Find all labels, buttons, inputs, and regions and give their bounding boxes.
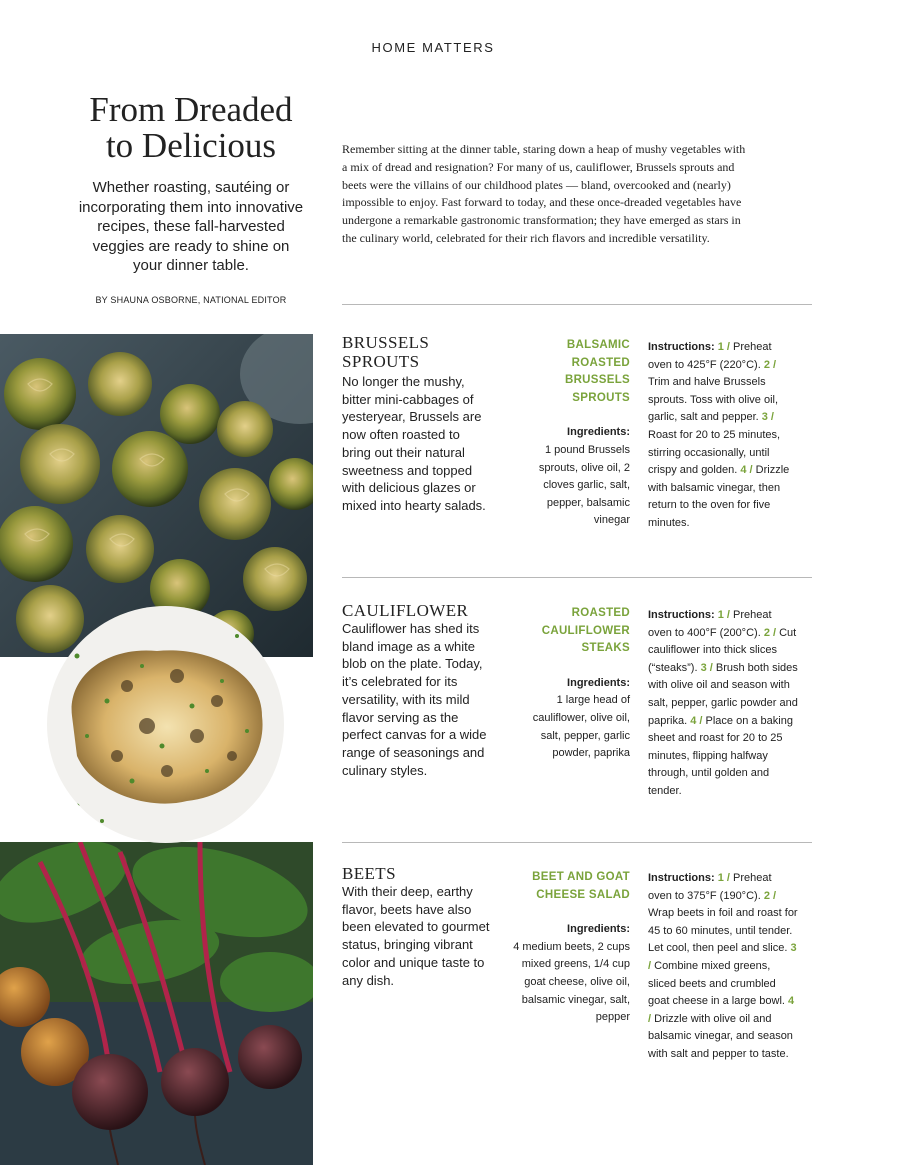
step-number: 2 / — [763, 626, 777, 639]
section-description-beets: With their deep, earthy flavor, beets have also been elevated to gourmet status, bringing vibrant color and unique taste to any dish. — [342, 884, 490, 988]
instructions-label: Instructions: — [648, 341, 715, 353]
instructions-label: Instructions: — [648, 872, 715, 884]
step-number: 4 / — [690, 714, 703, 727]
step-number: 2 / — [763, 889, 777, 902]
step-number: 1 / — [717, 872, 730, 884]
ingredients-list: 1 pound Brussels sprouts, olive oil, 2 cloves garlic, salt, pepper, balsamic vinegar — [538, 443, 630, 527]
article-title-line-1: From Dreaded — [89, 90, 293, 129]
byline: BY SHAUNA OSBORNE, NATIONAL EDITOR — [95, 295, 287, 305]
section-description-brussels-sprouts: No longer the mushy, bitter mini-cabbages of yesteryear, Brussels are now often roasted to bring out their natural sweetness and topped with delicious glazes or mixed into hearty salads. — [342, 374, 486, 513]
step-text: Wrap beets in foil and roast for 45 to 60 minutes, until tender. Let cool, then peel and slice. — [648, 907, 798, 955]
recipe-name: BEET AND GOAT CHEESE SALAD — [532, 871, 630, 901]
beets-photo — [0, 842, 313, 1165]
section-divider — [342, 577, 812, 578]
step-number: 4 / — [740, 464, 753, 477]
section-title-cauliflower: CAULIFLOWER — [342, 601, 469, 620]
ingredients-list: 4 medium beets, 2 cups mixed greens, 1/4 cup goat cheese, olive oil, balsamic vinegar, salt, pepper — [513, 940, 630, 1024]
article-title — [60, 92, 322, 164]
step-text: Drizzle with olive oil and balsamic vinegar, and season with salt and pepper to taste. — [648, 1012, 793, 1060]
instructions-label: Instructions: — [648, 609, 715, 621]
step-number: 3 / — [761, 411, 774, 424]
recipe-beets — [510, 869, 630, 1027]
section-title-brussels-sprouts: BRUSSELS SPROUTS — [342, 333, 430, 371]
step-number: 1 / — [717, 341, 730, 353]
ingredients-label: Ingredients: — [567, 676, 630, 689]
instructions-cauliflower — [648, 607, 798, 801]
section-divider — [342, 842, 812, 843]
step-text: Preheat oven to 375°F (190°C). — [648, 872, 772, 902]
article-intro: Remember sitting at the dinner table, staring down a heap of mushy vegetables with a mix of dread and resignation? For many of us, cauliflower, Brussels sprouts and beets were the villains of our childhood plates — bland, overcooked and (nearly) impossible to enjoy. Fast forward to today, and these once-dreaded vegetables have undergone a remarkable gastronomic transformation; they have emerged as stars in the culinary world, celebrated for their rich flavors and incredible versatility. — [342, 142, 746, 245]
step-text: Roast for 20 to 25 minutes, stirring occasionally, until crispy and golden. — [648, 428, 781, 477]
step-text: Combine mixed greens, sliced beets and crumbled goat cheese in a large bowl. — [648, 959, 785, 1008]
section-title-beets: BEETS — [342, 864, 396, 883]
instructions-brussels-sprouts — [648, 339, 798, 533]
step-number: 1 / — [717, 609, 730, 621]
step-text: Cut cauliflower into thick slices (“steaks”). — [648, 626, 797, 674]
step-text: Preheat oven to 425°F (220°C). — [648, 341, 772, 371]
recipe-name: BALSAMIC ROASTED BRUSSELS SPROUTS — [564, 339, 630, 404]
recipe-brussels-sprouts — [510, 337, 630, 530]
instructions-beets — [648, 870, 798, 1064]
article-title-line-2: to Delicious — [105, 126, 277, 165]
step-number: 3 / — [700, 661, 713, 674]
cauliflower-steak-photo — [47, 606, 284, 843]
step-number: 4 / — [648, 995, 795, 1025]
recipe-cauliflower — [510, 605, 630, 763]
recipe-name: ROASTED CAULIFLOWER STEAKS — [541, 607, 630, 655]
step-text: Brush both sides with olive oil and season with salt, pepper, garlic powder and paprika. — [648, 661, 798, 727]
article-deck: Whether roasting, sautéing or incorporating them into innovative recipes, these fall-harvested veggies are ready to shine on your dinner table. — [78, 179, 304, 274]
section-description-cauliflower: Cauliflower has shed its bland image as a white blob on the plate. Today, it’s celebrated for its versatility, with its mild flavor serving as the perfect canvas for a wide range of seasonings and culinary styles. — [342, 621, 487, 778]
ingredients-list: 1 large head of cauliflower, olive oil, salt, pepper, garlic powder, paprika — [532, 694, 630, 760]
step-number: 3 / — [648, 942, 797, 972]
step-number: 2 / — [763, 358, 777, 371]
step-text: Preheat oven to 400°F (200°C). — [648, 609, 772, 639]
step-text: Place on a baking sheet and roast for 20 to 25 minutes, flipping halfway through, until golden and tender. — [648, 714, 793, 797]
section-divider — [342, 304, 812, 305]
step-text: Trim and halve Brussels sprouts. Toss with olive oil, garlic, salt and pepper. — [648, 376, 779, 424]
section-label: HOME MATTERS — [371, 40, 495, 55]
ingredients-label: Ingredients: — [567, 426, 630, 439]
step-text: Drizzle with balsamic vinegar, then return to the oven for five minutes. — [648, 464, 790, 529]
ingredients-label: Ingredients: — [567, 923, 630, 936]
